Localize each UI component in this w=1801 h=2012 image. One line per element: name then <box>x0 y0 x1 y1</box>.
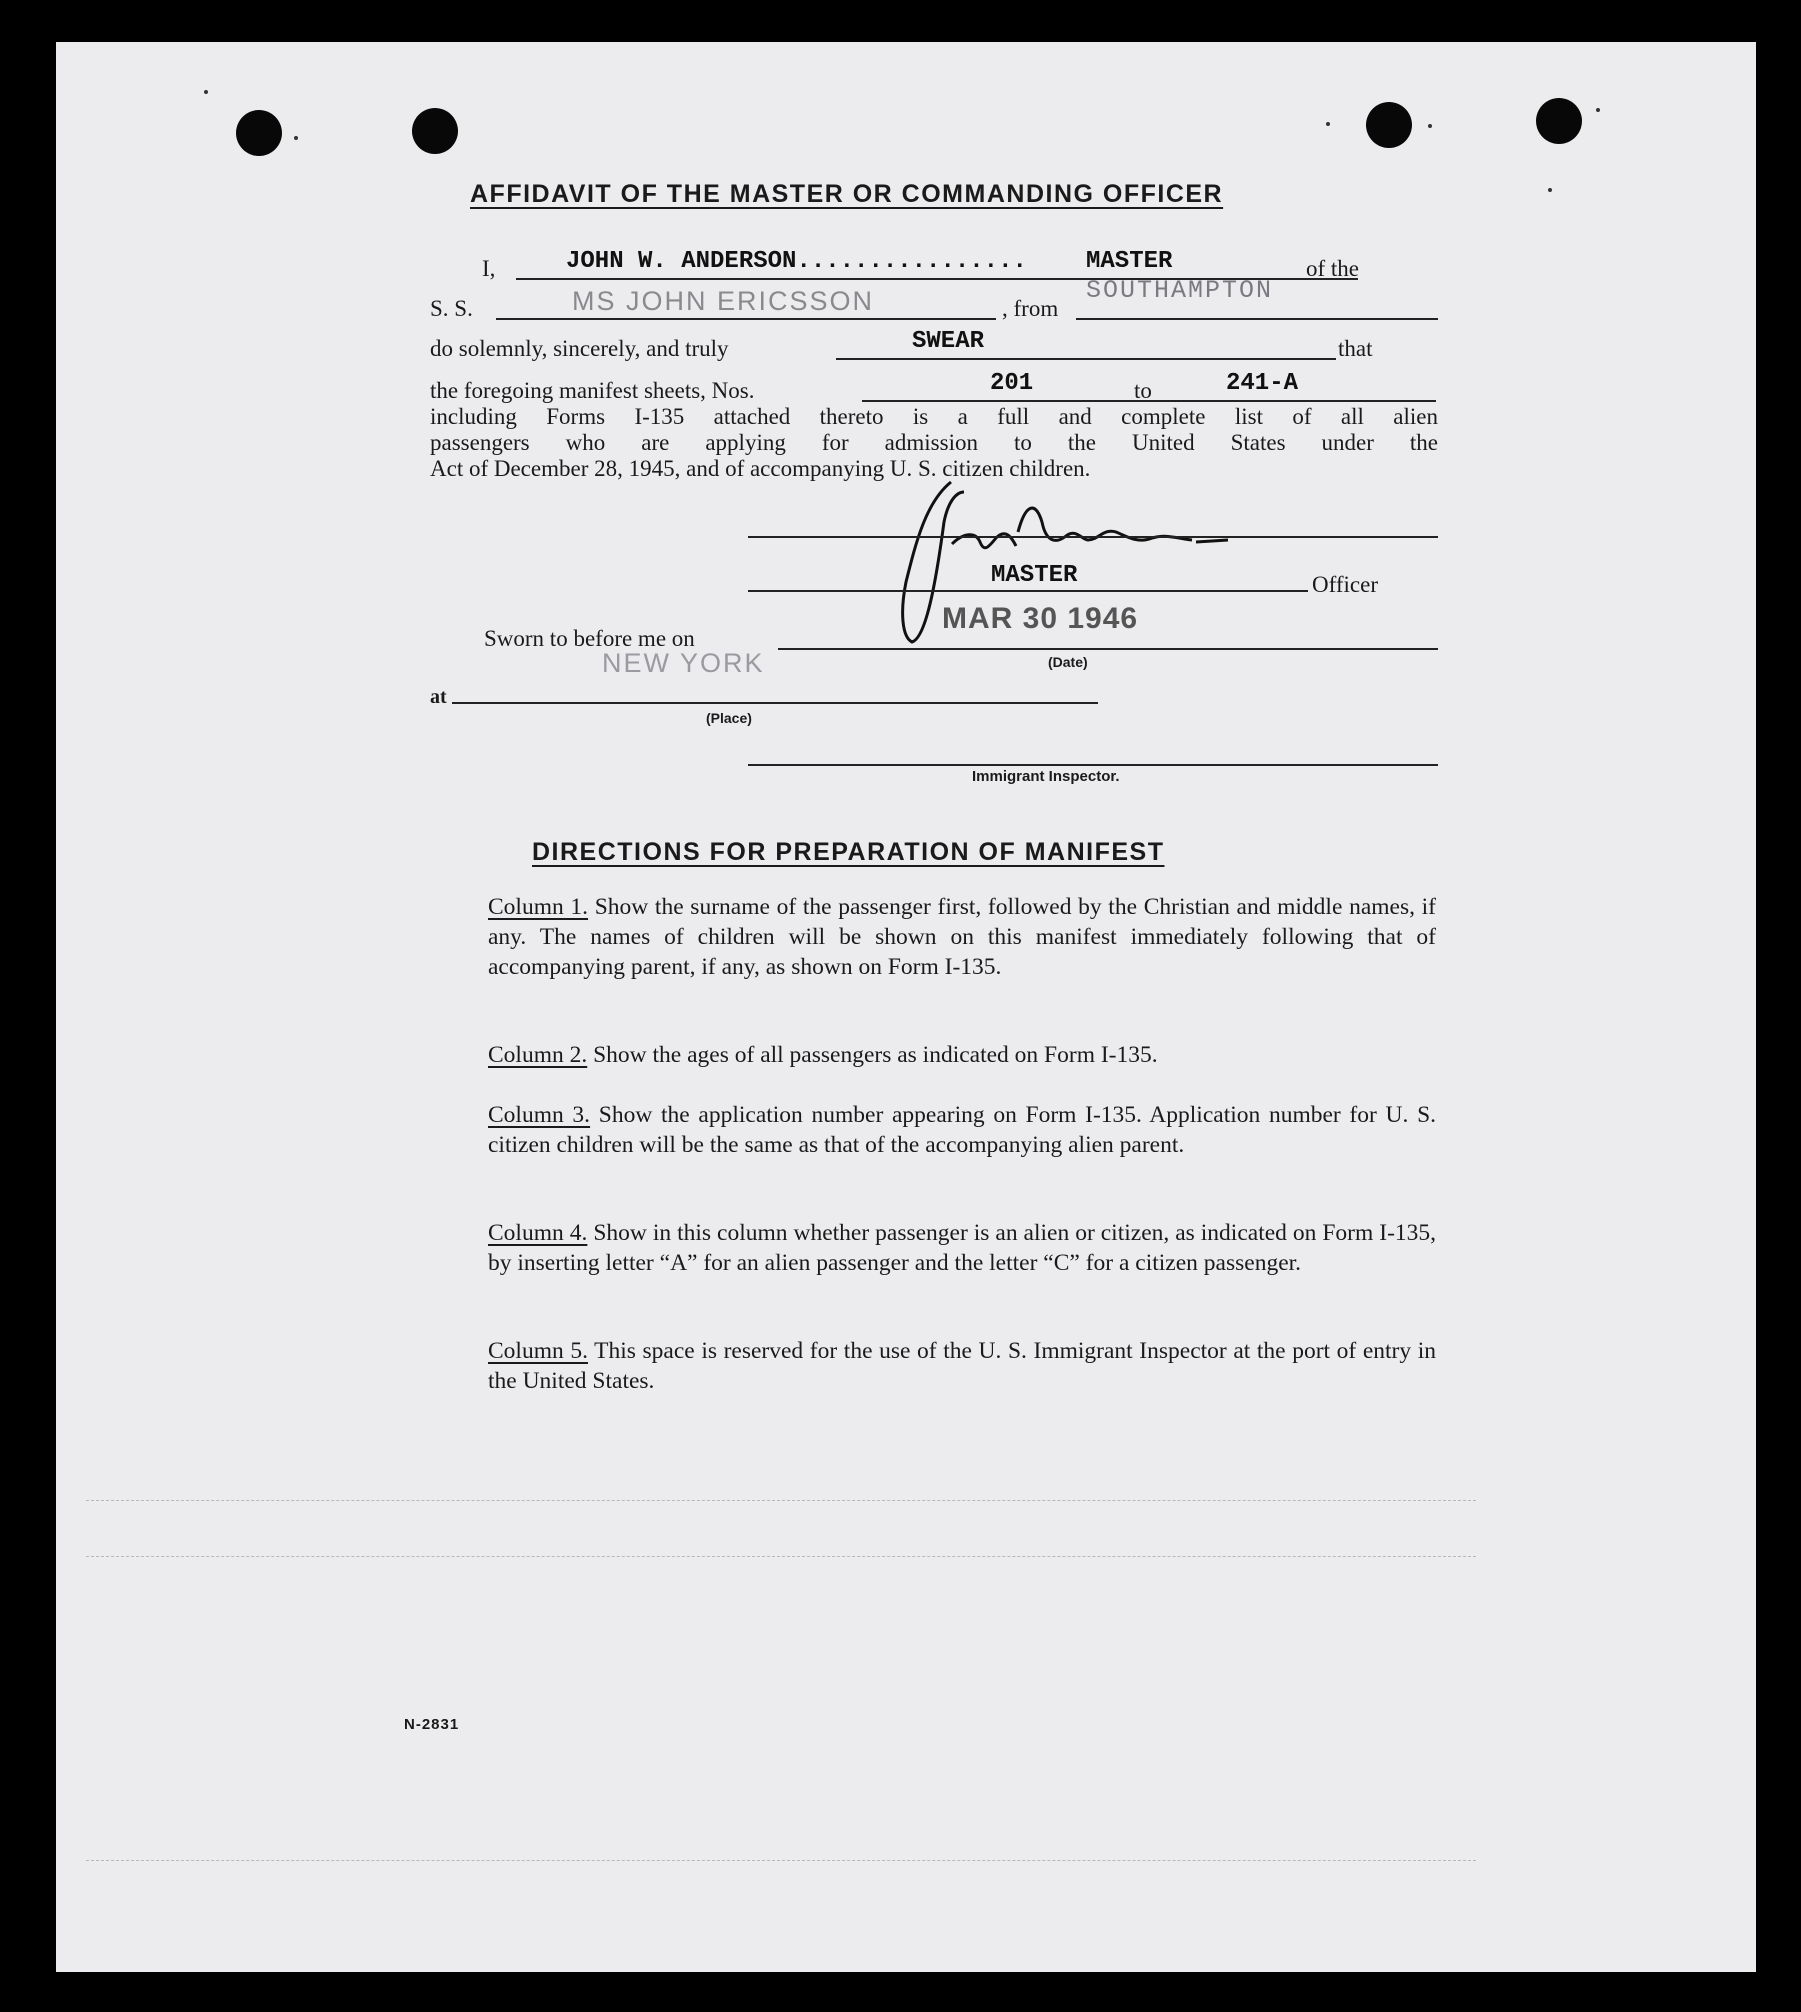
sworn-date-stamp: MAR 30 1946 <box>942 602 1139 635</box>
direction-column-2 <box>488 1040 1436 1070</box>
column-2-text: Show the ages of all passengers as indicated on Form I-135. <box>593 1042 1158 1068</box>
direction-column-5 <box>488 1336 1436 1396</box>
ss-label: S. S. <box>430 296 473 321</box>
column-3-heading: Column 3. <box>488 1102 591 1128</box>
sheet-from: 201 <box>990 370 1034 397</box>
manifest-label: the foregoing manifest sheets, Nos. <box>430 378 755 403</box>
column-4-text: Show in this column whether passenger is an alien or citizen, as indicated on Form I-135, by inserting letter “A” for an alien passenger and the letter “C” for a citizen passenger. <box>488 1220 1437 1276</box>
affidavit-title: AFFIDAVIT OF THE MASTER OR COMMANDING OFFICER <box>470 180 1224 208</box>
place-caption: (Place) <box>706 710 752 726</box>
document-page <box>56 42 1756 1972</box>
column-2-heading: Column 2. <box>488 1042 588 1068</box>
to-label: to <box>1134 378 1152 403</box>
date-caption: (Date) <box>1048 654 1088 670</box>
ship-name: MS JOHN ERICSSON <box>572 286 875 316</box>
column-1-text: Show the surname of the passenger first, followed by the Christian and middle names, if any. The names of children will be shown on this manifest immediately following that of accompanying parent, if any, as shown on Form I-135. <box>488 894 1436 980</box>
i-label: I, <box>482 256 496 281</box>
departure-port: SOUTHAMPTON <box>1086 276 1274 305</box>
oath-word: SWEAR <box>912 328 985 355</box>
direction-column-1 <box>488 892 1436 982</box>
column-5-text: This space is reserved for the use of the U. S. Immigrant Inspector at the port of entry in the United States. <box>488 1338 1437 1394</box>
solemnly-label: do solemnly, sincerely, and truly <box>430 336 729 361</box>
inspector-caption: Immigrant Inspector. <box>972 768 1120 785</box>
column-3-text: Show the application number appearing on Form I-135. Application number for U. S. citizen children will be the same as that of the accompanying alien parent. <box>488 1102 1437 1158</box>
place-stamp: NEW YORK <box>602 648 765 678</box>
affidavit-line-2: passengers who are applying for admission to the United States under the <box>430 430 1438 455</box>
sworn-label: Sworn to before me on <box>484 626 695 651</box>
from-label: , from <box>1002 296 1059 321</box>
that-label: that <box>1338 336 1373 361</box>
at-label: at <box>430 686 447 708</box>
punch-hole <box>1536 98 1582 144</box>
column-5-heading: Column 5. <box>488 1338 588 1364</box>
direction-column-4 <box>488 1218 1436 1278</box>
affidavit-line-3: Act of December 28, 1945, and of accompanying U. S. citizen children. <box>430 456 1091 481</box>
direction-column-3 <box>488 1100 1436 1160</box>
of-the-label: of the <box>1306 256 1360 281</box>
punch-hole <box>412 108 458 154</box>
officer-label: Officer <box>1312 572 1378 597</box>
column-1-heading: Column 1. <box>488 894 589 920</box>
master-title: MASTER <box>1086 248 1173 275</box>
punch-hole <box>1366 102 1412 148</box>
form-number: N-2831 <box>404 1716 460 1733</box>
officer-rank: MASTER <box>991 562 1078 589</box>
master-name: JOHN W. ANDERSON................ <box>566 248 1027 275</box>
punch-hole <box>236 110 282 156</box>
directions-title: DIRECTIONS FOR PREPARATION OF MANIFEST <box>532 838 1165 866</box>
sheet-to: 241-A <box>1226 370 1299 397</box>
column-4-heading: Column 4. <box>488 1220 588 1246</box>
affidavit-line-1: including Forms I-135 attached thereto is a full and complete list of all alien <box>430 404 1438 429</box>
